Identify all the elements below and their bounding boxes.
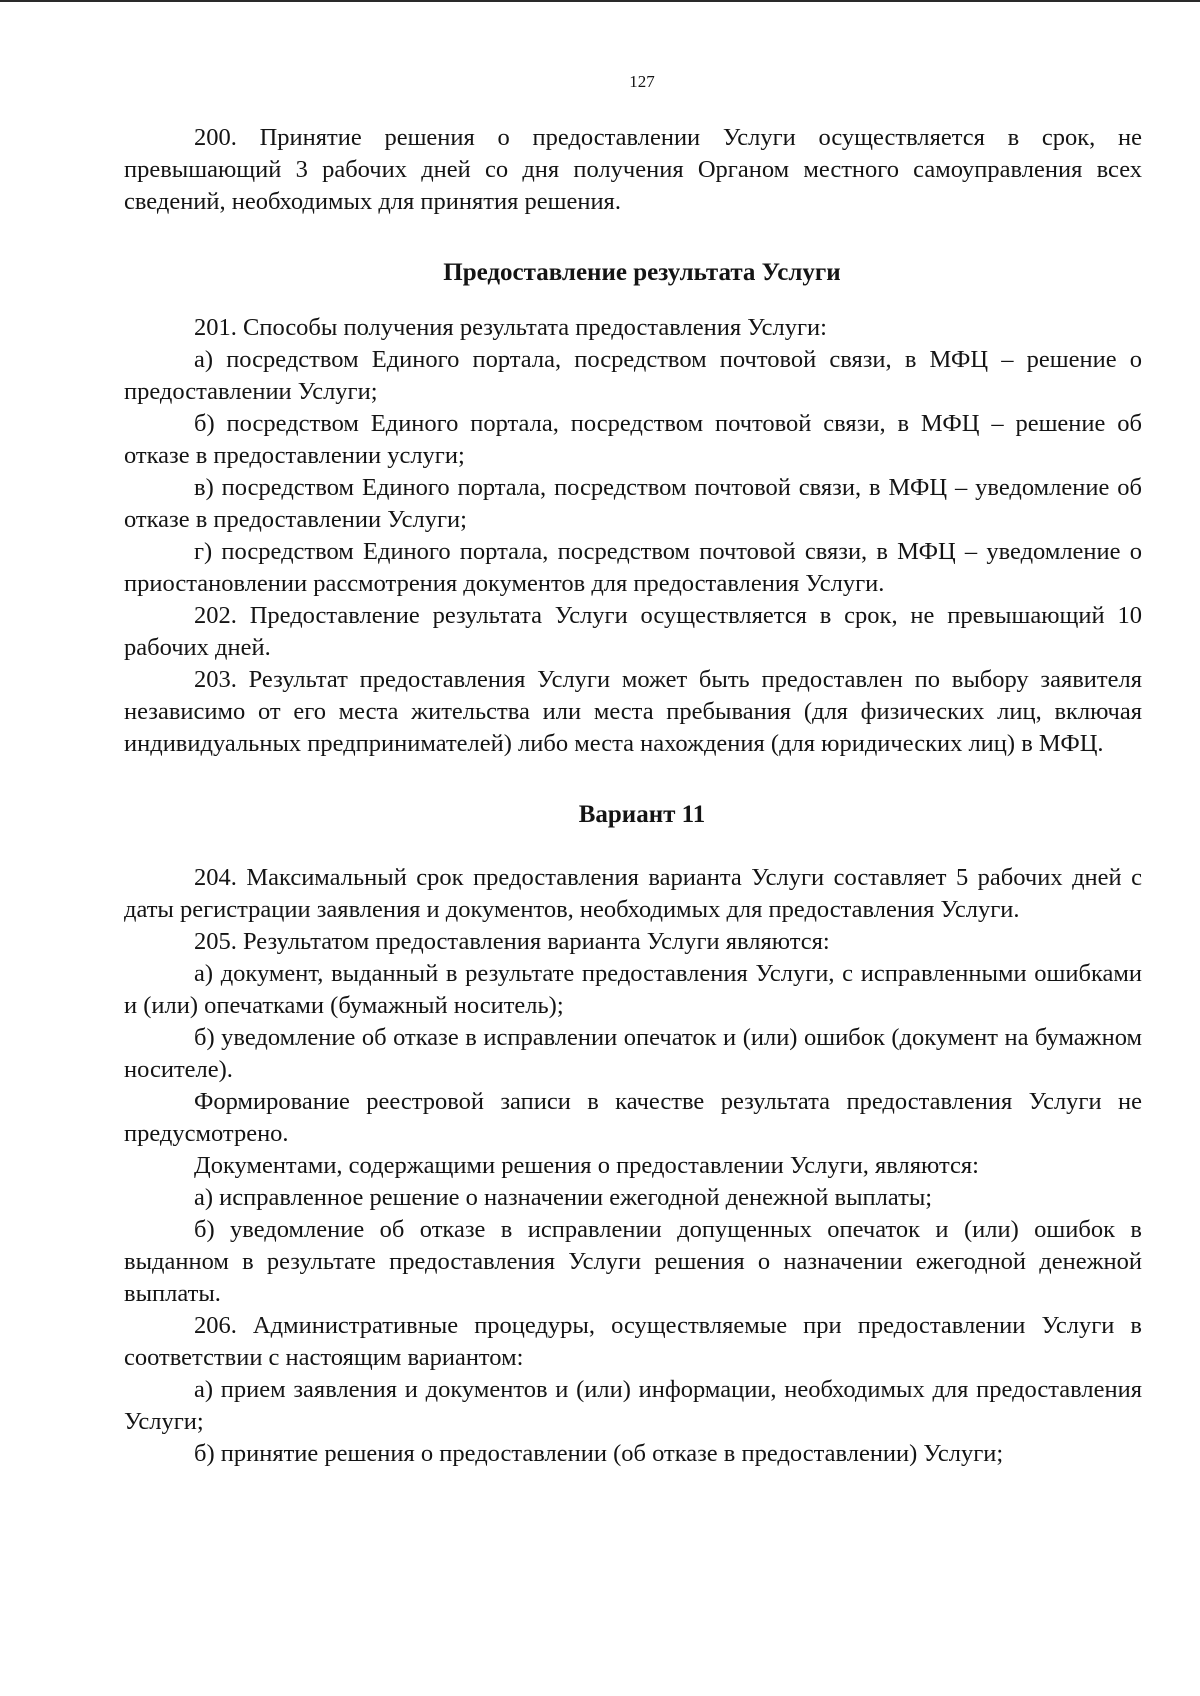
list-item-201a: а) посредством Единого портала, посредством почтовой связи, в МФЦ – решение о предоставлении Услуги; xyxy=(124,346,1142,405)
paragraph-registry-record: Формирование реестровой записи в качестве результата предоставления Услуги не предусмотрено. xyxy=(124,1088,1142,1147)
list-item-205a: а) документ, выданный в результате предоставления Услуги, с исправленными ошибками и (или) опечатками (бумажный носитель); xyxy=(124,960,1142,1019)
list-item-206a: а) прием заявления и документов и (или) информации, необходимых для предоставления Услуги; xyxy=(124,1376,1142,1435)
document-page xyxy=(124,70,1142,1470)
list-item-201c: в) посредством Единого портала, посредством почтовой связи, в МФЦ – уведомление об отказе в предоставлении Услуги; xyxy=(124,474,1142,533)
list-item-206b: б) принятие решения о предоставлении (об отказе в предоставлении) Услуги; xyxy=(194,1440,1004,1467)
paragraph-205: 205. Результатом предоставления варианта Услуги являются: xyxy=(194,928,830,955)
paragraph-203: 203. Результат предоставления Услуги может быть предоставлен по выбору заявителя независимо от его места жительства или места пребывания (для физических лиц, включая индивидуальных предпринимателей) либо места нахождения (для юридических лиц) в МФЦ. xyxy=(124,666,1142,757)
list-item-205b: б) уведомление об отказе в исправлении опечаток и (или) ошибок (документ на бумажном носителе). xyxy=(124,1024,1142,1083)
section-heading-result: Предоставление результата Услуги xyxy=(443,259,841,286)
list-item-decision-b: б) уведомление об отказе в исправлении допущенных опечаток и (или) ошибок в выданном в результате предоставления Услуги решения о назначении ежегодной денежной выплаты. xyxy=(124,1216,1142,1307)
list-item-201b: б) посредством Единого портала, посредством почтовой связи, в МФЦ – решение об отказе в предоставлении услуги; xyxy=(124,410,1142,469)
page-number: 127 xyxy=(629,72,655,91)
list-item-decision-a: а) исправленное решение о назначении ежегодной денежной выплаты; xyxy=(194,1184,933,1211)
top-scan-edge-line xyxy=(0,0,1200,2)
paragraph-202: 202. Предоставление результата Услуги осуществляется в срок, не превышающий 10 рабочих дней. xyxy=(124,602,1142,661)
paragraph-201: 201. Способы получения результата предоставления Услуги: xyxy=(194,314,827,341)
paragraph-decision-documents: Документами, содержащими решения о предоставлении Услуги, являются: xyxy=(194,1152,979,1179)
paragraph-206: 206. Административные процедуры, осуществляемые при предоставлении Услуги в соответствии с настоящим вариантом: xyxy=(124,1312,1142,1371)
paragraph-200: 200. Принятие решения о предоставлении Услуги осуществляется в срок, не превышающий 3 рабочих дней со дня получения Органом местного самоуправления всех сведений, необходимых для принятия решения. xyxy=(124,124,1142,215)
paragraph-204: 204. Максимальный срок предоставления варианта Услуги составляет 5 рабочих дней с даты регистрации заявления и документов, необходимых для предоставления Услуги. xyxy=(124,864,1142,923)
list-item-201d: г) посредством Единого портала, посредством почтовой связи, в МФЦ – уведомление о приостановлении рассмотрения документов для предоставления Услуги. xyxy=(124,538,1142,597)
section-heading-variant-11: Вариант 11 xyxy=(578,801,706,828)
